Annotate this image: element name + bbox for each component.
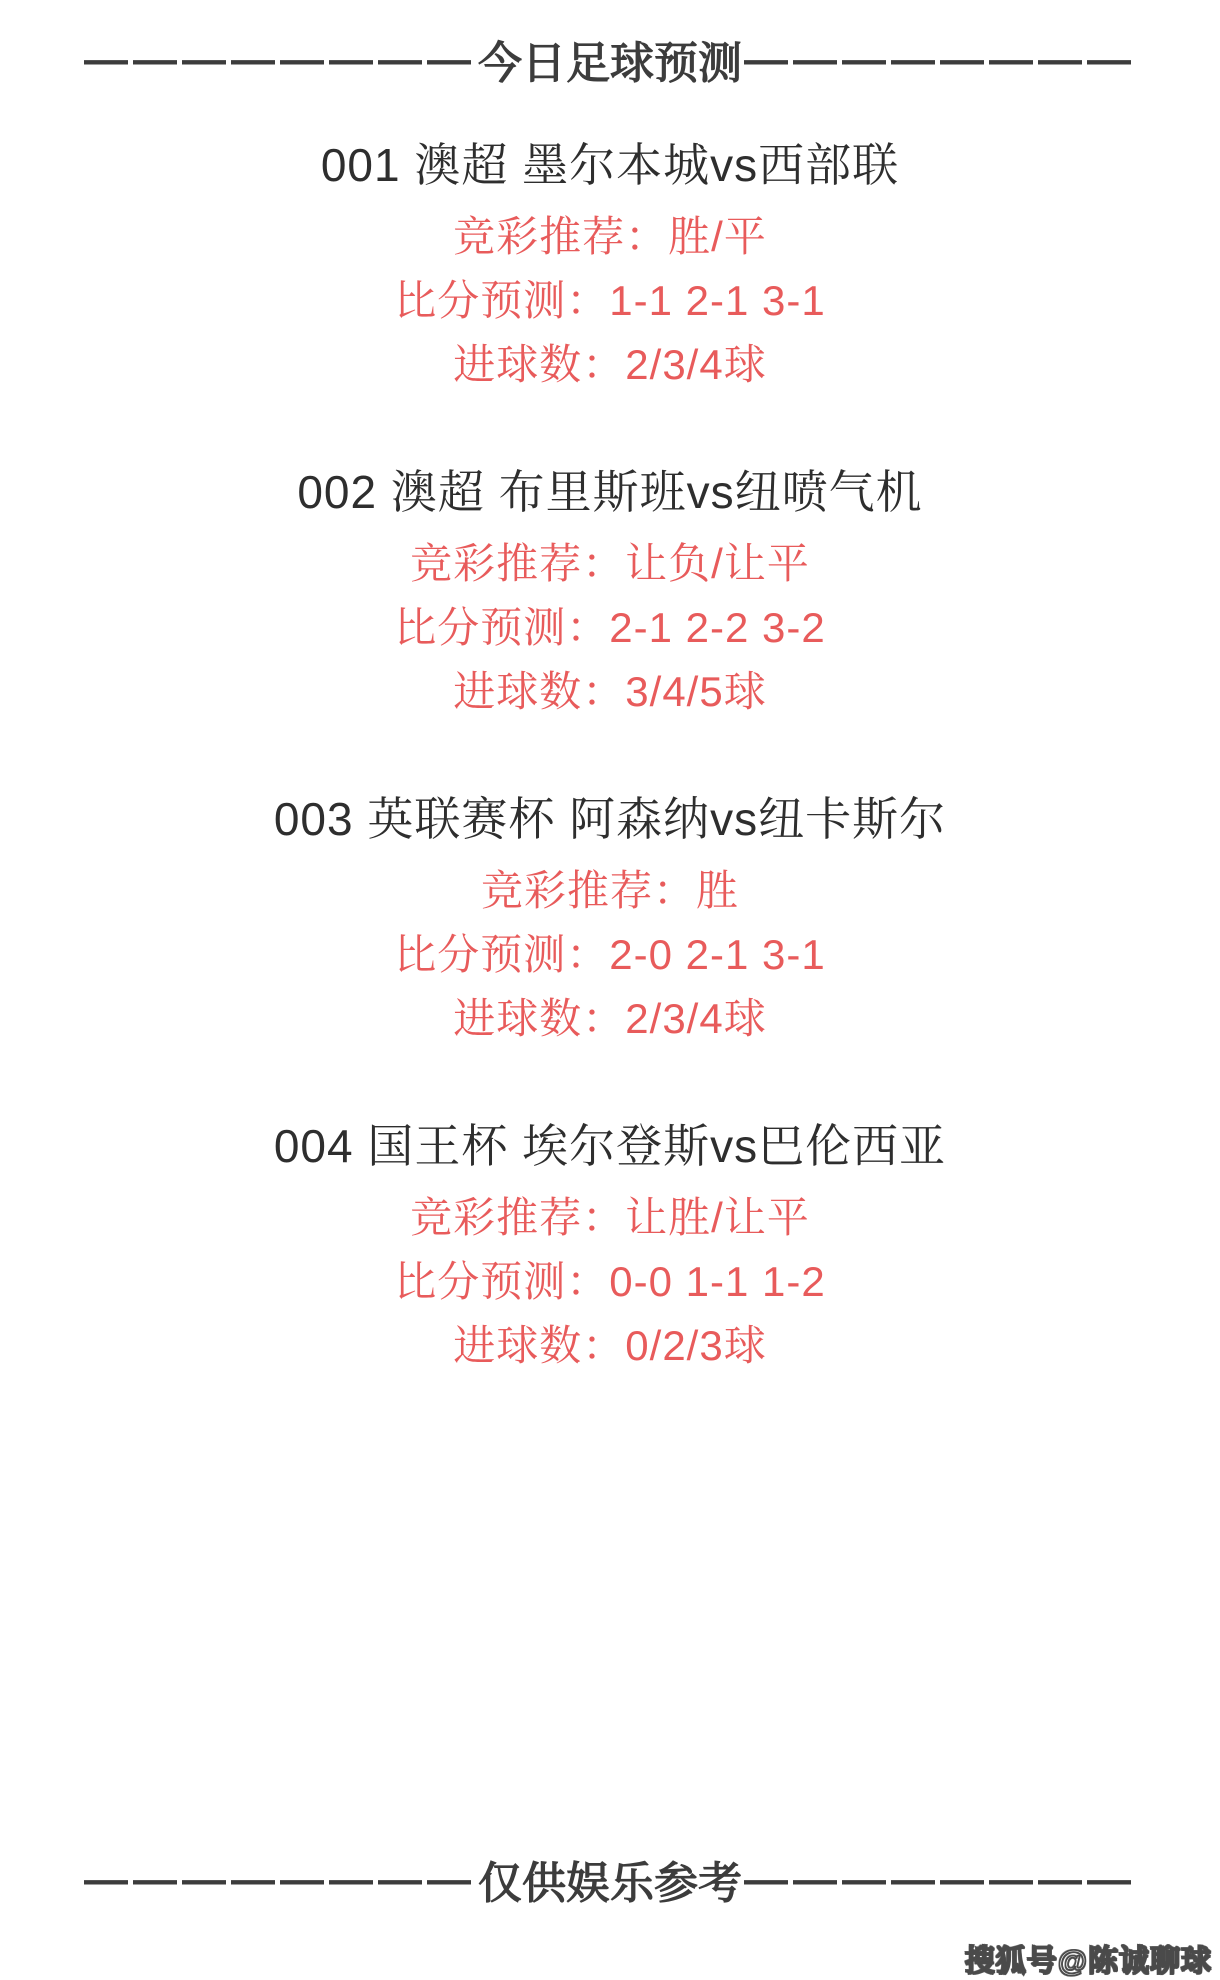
score-line bbox=[0, 269, 1220, 333]
goals-value: 3/4/5球 bbox=[625, 668, 767, 715]
goals-label: 进球数： bbox=[453, 341, 626, 388]
match-block-001 bbox=[0, 139, 1220, 397]
goals-label: 进球数： bbox=[453, 668, 626, 715]
score-line bbox=[0, 1250, 1220, 1314]
score-value: 1-1 2-1 3-1 bbox=[609, 277, 826, 324]
score-value: 2-1 2-2 3-2 bbox=[609, 604, 826, 651]
match-block-004 bbox=[0, 1120, 1220, 1378]
recommend-label: 竞彩推荐： bbox=[410, 1194, 626, 1241]
recommend-line bbox=[0, 205, 1220, 269]
footer-title: 仅供娱乐参考 bbox=[478, 1859, 742, 1908]
score-line bbox=[0, 596, 1220, 660]
goals-label: 进球数： bbox=[453, 995, 626, 1042]
recommend-value: 让胜/让平 bbox=[625, 1194, 810, 1241]
score-label: 比分预测： bbox=[394, 1258, 610, 1305]
recommend-value: 胜 bbox=[696, 867, 740, 914]
header-dashes-left: ———————— bbox=[84, 35, 476, 84]
recommend-line bbox=[0, 532, 1220, 596]
page-header bbox=[0, 0, 1220, 86]
recommend-line bbox=[0, 859, 1220, 923]
footer-dashes-left: ———————— bbox=[84, 1855, 476, 1904]
goals-line bbox=[0, 987, 1220, 1051]
footer-dashes-right: ———————— bbox=[744, 1855, 1136, 1904]
match-block-003 bbox=[0, 793, 1220, 1051]
goals-value: 2/3/4球 bbox=[625, 341, 767, 388]
goals-value: 2/3/4球 bbox=[625, 995, 767, 1042]
header-dashes-right: ———————— bbox=[744, 35, 1136, 84]
recommend-value: 胜/平 bbox=[668, 213, 767, 260]
match-title: 001 澳超 墨尔本城vs西部联 bbox=[320, 139, 900, 191]
match-title: 002 澳超 布里斯班vs纽喷气机 bbox=[297, 466, 923, 518]
recommend-value: 让负/让平 bbox=[625, 540, 810, 587]
page-footer bbox=[0, 1855, 1220, 1908]
goals-line bbox=[0, 1314, 1220, 1378]
score-value: 0-0 1-1 1-2 bbox=[609, 1258, 826, 1305]
goals-value: 0/2/3球 bbox=[625, 1322, 767, 1369]
watermark-author: 搜狐号@陈诚聊球 bbox=[964, 1945, 1212, 1978]
score-label: 比分预测： bbox=[394, 931, 610, 978]
goals-line bbox=[0, 333, 1220, 397]
match-title: 004 国王杯 埃尔登斯vs巴伦西亚 bbox=[273, 1120, 947, 1172]
match-block-002 bbox=[0, 466, 1220, 724]
score-value: 2-0 2-1 3-1 bbox=[609, 931, 826, 978]
recommend-label: 竞彩推荐： bbox=[453, 213, 669, 260]
goals-line bbox=[0, 660, 1220, 724]
recommend-label: 竞彩推荐： bbox=[410, 540, 626, 587]
match-title: 003 英联赛杯 阿森纳vs纽卡斯尔 bbox=[273, 793, 947, 845]
recommend-line bbox=[0, 1186, 1220, 1250]
score-label: 比分预测： bbox=[394, 604, 610, 651]
score-line bbox=[0, 923, 1220, 987]
recommend-label: 竞彩推荐： bbox=[480, 867, 696, 914]
score-label: 比分预测： bbox=[394, 277, 610, 324]
page-title: 今日足球预测 bbox=[478, 39, 742, 88]
goals-label: 进球数： bbox=[453, 1322, 626, 1369]
